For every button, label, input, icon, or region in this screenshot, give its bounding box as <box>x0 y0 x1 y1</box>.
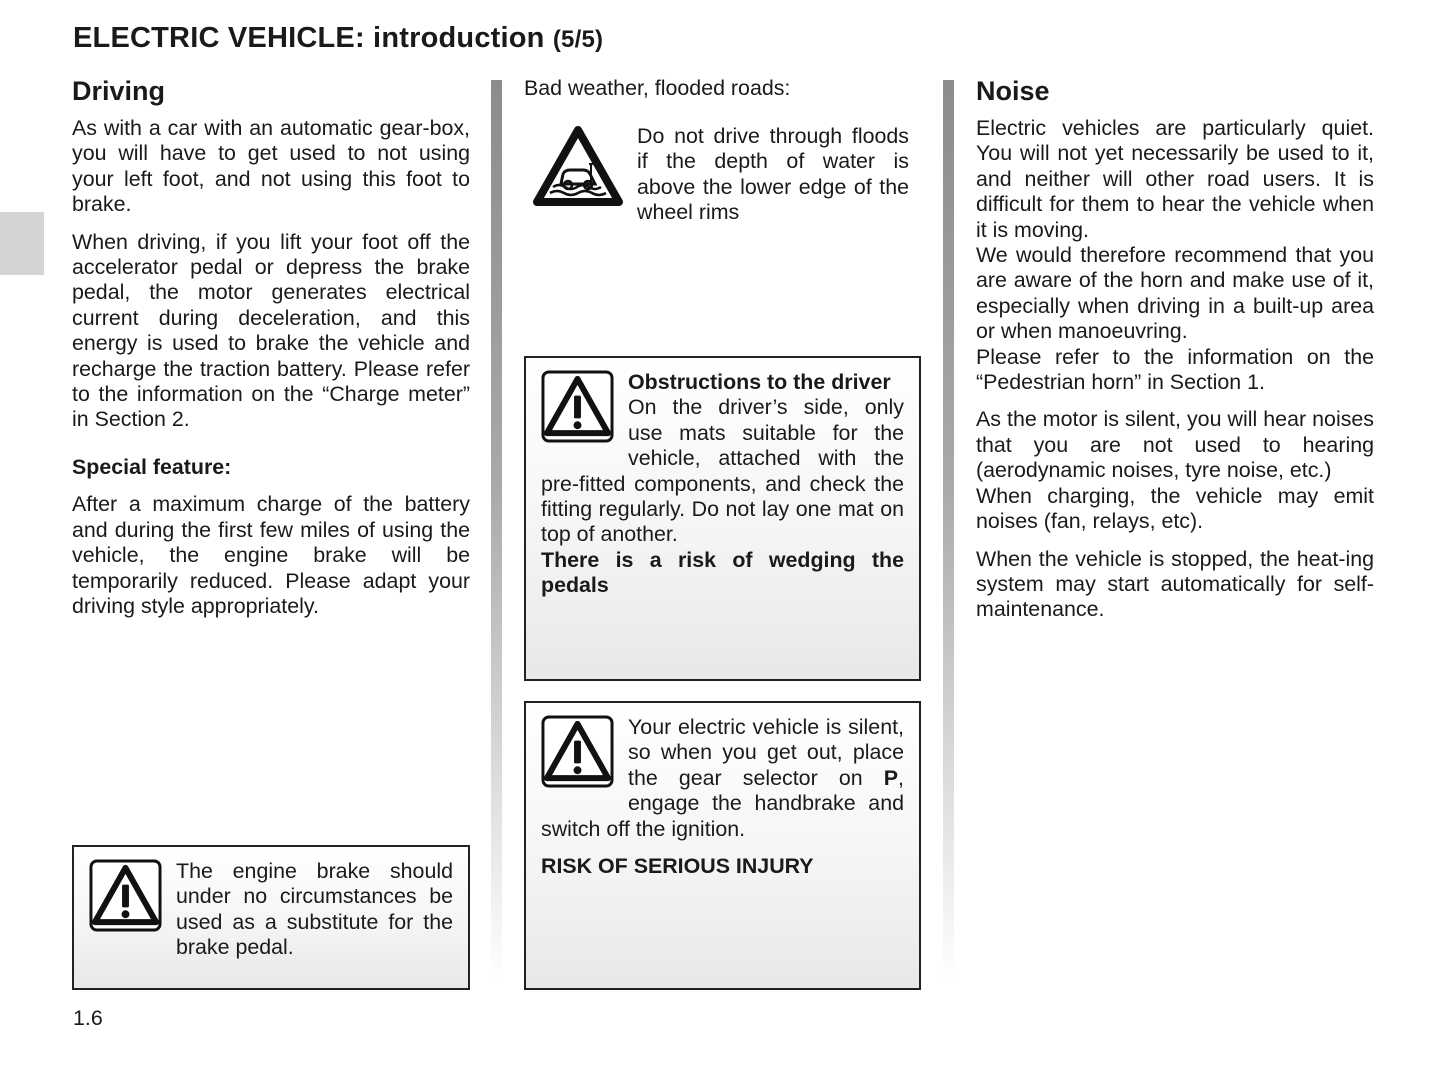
warning-triangle-icon <box>541 370 614 443</box>
driving-section <box>72 74 470 619</box>
flooded-road-icon <box>533 124 623 208</box>
page-title-counter: (5/5) <box>552 26 604 53</box>
special-feature-label: Special feature: <box>72 454 232 479</box>
gear-p-label: P <box>883 765 899 790</box>
flood-advice-text: Do not drive through floods if the depth of water is above the lower edge of the wheel rims <box>637 124 909 225</box>
bad-weather-lead: Bad weather, flooded roads: <box>524 76 791 100</box>
page-number: 1.6 <box>73 1006 103 1030</box>
noise-paragraph-5: When charging, the vehicle may emit noises (fan, relays, etc). <box>976 483 1374 534</box>
silent-vehicle-text-a: Your electric vehicle is silent, so when you get out, place the gear selector on <box>628 715 904 790</box>
engine-brake-warning-text: The engine brake should under no circumstances be used as a substitute for the brake pedal. <box>176 859 453 960</box>
section-tab <box>0 212 44 275</box>
serious-injury-risk: RISK OF SERIOUS INJURY <box>541 854 814 879</box>
obstructions-risk: There is a risk of wedging the pedals <box>541 547 904 598</box>
obstructions-title: Obstructions to the driver <box>628 370 891 394</box>
page-title <box>73 22 603 55</box>
noise-paragraph-1: Electric vehicles are particularly quiet. You will not yet necessarily be used to it, and neither will other road users. It is difficult for them to hear the vehicle when it is moving. <box>976 116 1374 242</box>
noise-section <box>976 74 1374 623</box>
noise-paragraph-3: Please refer to the information on the “Pedestrian horn” in Section 1. <box>976 344 1374 395</box>
obstructions-warning-box <box>524 356 921 681</box>
warning-triangle-icon <box>541 715 614 788</box>
noise-heading: Noise <box>976 76 1050 106</box>
driving-paragraph-1: As with a car with an automatic gear-box, you will have to get used to not using your left foot, and not using this foot to brake. <box>72 116 470 217</box>
column-divider-left <box>491 80 502 980</box>
flood-advice <box>533 124 909 226</box>
engine-brake-warning-box <box>72 845 470 990</box>
silent-vehicle-warning-box <box>524 701 921 990</box>
silent-vehicle-text-b: , engage the handbrake and switch off the ignition. <box>541 765 904 841</box>
driving-paragraph-2: When driving, if you lift your foot off the accelerator pedal or depress the brake pedal, the motor generates electrical current during deceleration, and this energy is used to brake the vehicle and recharge the traction battery. Please refer to the information on the “Charge meter” in Section 2. <box>72 229 470 432</box>
warning-triangle-icon <box>89 859 162 932</box>
obstructions-text: On the driver’s side, only use mats suitable for the vehicle, attached with the pre-fitted components, and check the fitting regularly. Do not lay one mat on top of another. <box>541 395 904 547</box>
noise-paragraph-6: When the vehicle is stopped, the heat-ing system may start automatically for self-maintenance. <box>976 546 1374 622</box>
page-title-text: ELECTRIC VEHICLE: introduction <box>73 22 545 54</box>
noise-paragraph-2: We would therefore recommend that you are aware of the horn and make use of it, especially when driving in a built-up area or when manoeuvring. <box>976 243 1374 344</box>
noise-paragraph-4: As the motor is silent, you will hear noises that you are not used to hearing (aerodynamic noises, tyre noise, etc.) <box>976 407 1374 483</box>
driving-paragraph-3: After a maximum charge of the battery and during the first few miles of using the vehicle, the engine brake will be temporarily reduced. Please adapt your driving style appropriately. <box>72 492 470 618</box>
column-divider-right <box>943 80 954 980</box>
driving-heading: Driving <box>72 76 166 106</box>
